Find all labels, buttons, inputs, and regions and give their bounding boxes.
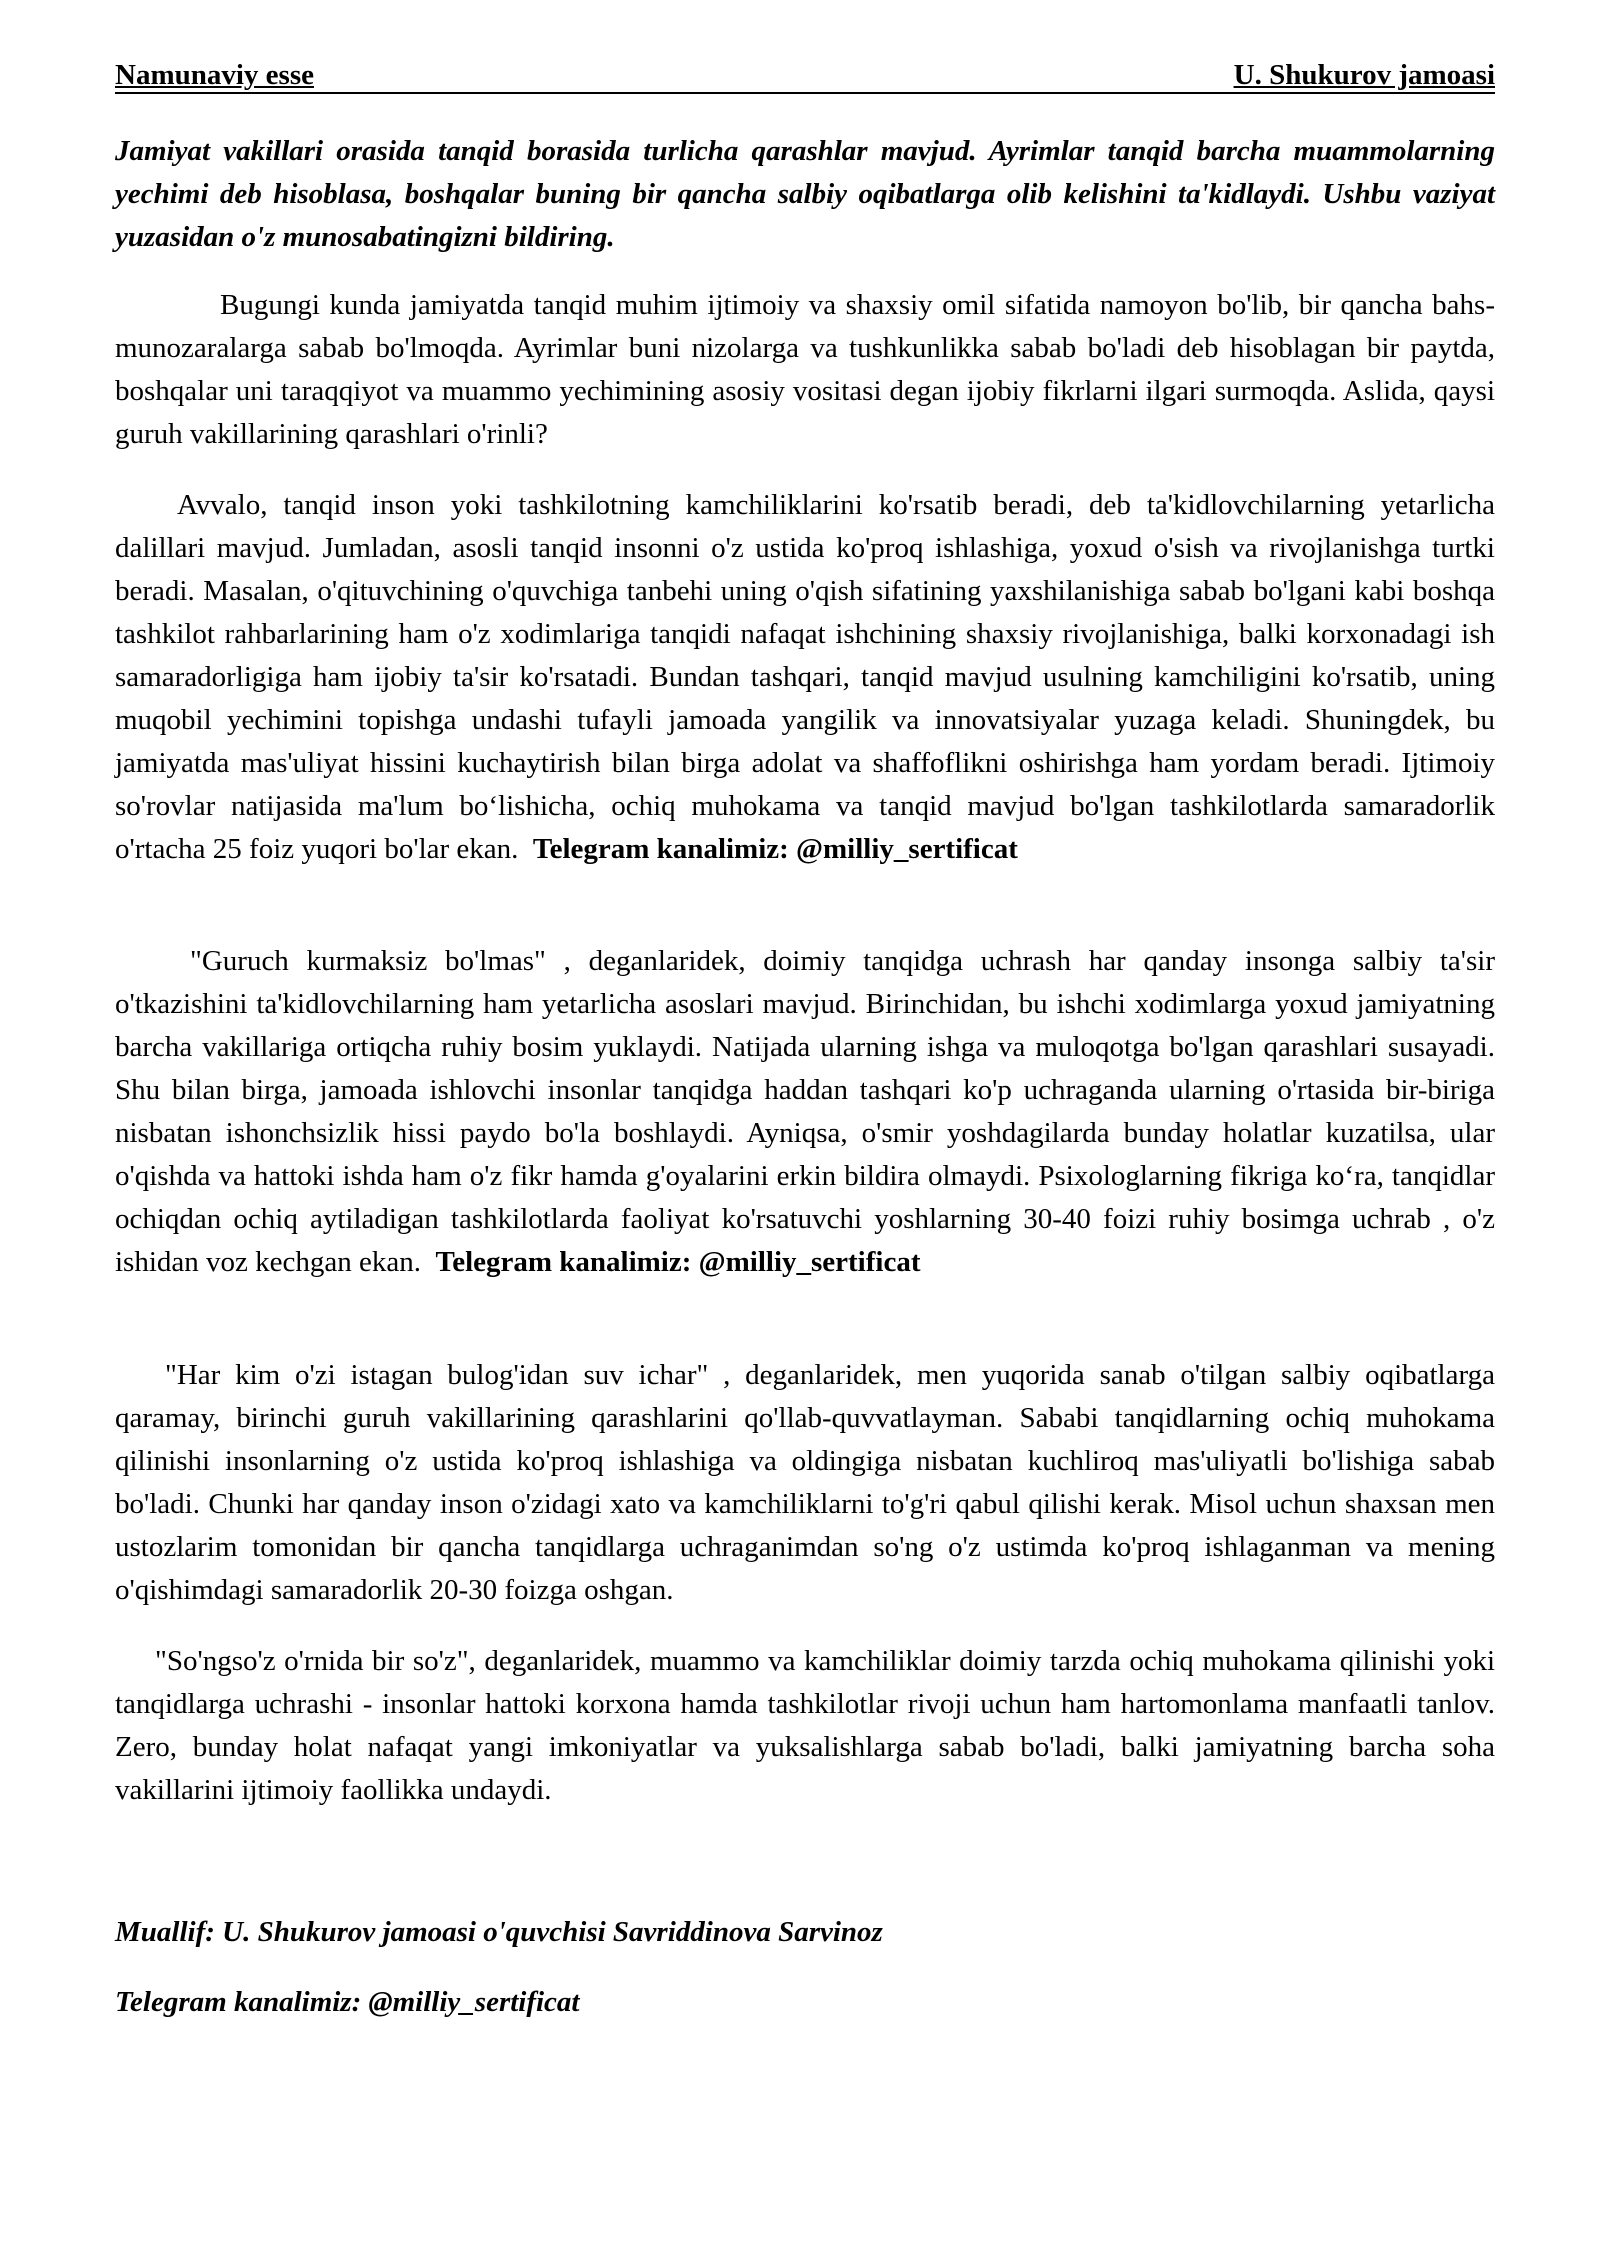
essay-paragraph-argument-for bbox=[115, 484, 1495, 871]
essay-paragraph-intro bbox=[115, 284, 1495, 456]
page-header bbox=[115, 58, 1495, 94]
author-line: Muallif: U. Shukurov jamoasi o'quvchisi Savriddinova Sarvinoz bbox=[115, 1916, 883, 1948]
essay-paragraph-opinion bbox=[115, 1354, 1495, 1612]
paragraph-text: "Har kim o'zi istagan bulog'idan suv ichar" , deganlaridek, men yuqorida sanab o'tilgan salbiy oqibatlarga qaramay, birinchi guruh vakillarining qarashlarini qo'llab-quvvatlayman. Sababi tanqidlarning ochiq muhokama qilinishi insonlarning o'z ustida ko'proq ishlashiga va oldingiga nisbatan kuchliroq mas'uliyatli bo'lishiga sabab bo'ladi. Chunki har qanday inson o'zidagi xato va kamchiliklarni to'g'ri qabul qilishi kerak. Misol uchun shaxsan men ustozlarim tomonidan bir qancha tanqidlarga uchraganimdan so'ng o'z ustimda ko'proq ishlaganman va mening o'qishimdagi samaradorlik 20-30 foizga oshgan. bbox=[115, 1359, 1495, 1606]
paragraph-text: "So'ngso'z o'rnida bir so'z", deganlaridek, muammo va kamchiliklar doimiy tarzda ochiq muhokama qilinishi yoki tanqidlarga uchrashi - insonlar hattoki korxona hamda tashkilotlar rivoji uchun ham hartomonlama manfaatli tanlov. Zero, bunday holat nafaqat yangi imkoniyatlar va yuksalishlarga sabab bo'ladi, balki jamiyatning barcha soha vakillarini ijtimoiy faollikka undaydi. bbox=[115, 1645, 1495, 1806]
essay-question: Jamiyat vakillari orasida tanqid borasida turlicha qarashlar mavjud. Ayrimlar tanqid barcha muammolarning yechimi deb hisoblasa, boshqalar buning bir qancha salbiy oqibatlarga olib kelishini ta'kidlaydi. Ushbu vaziyat yuzasidan o'z munosabatingizni bildiring. bbox=[115, 135, 1495, 253]
telegram-promo: Telegram kanalimiz: @milliy_sertificat bbox=[435, 1246, 921, 1278]
essay-paragraph-conclusion bbox=[115, 1640, 1495, 1812]
telegram-promo: Telegram kanalimiz: @milliy_sertificat bbox=[532, 833, 1018, 865]
paragraph-text: "Guruch kurmaksiz bo'lmas" , deganlaridek, doimiy tanqidga uchrash har qanday insonga salbiy ta'sir o'tkazishini ta'kidlovchilarning ham yetarlicha asoslari mavjud. Birinchidan, bu ishchi xodimlarga yoxud jamiyatning barcha vakillariga ortiqcha ruhiy bosim yuklaydi. Natijada ularning ishga va muloqotga bo'lgan qarashlari susayadi. Shu bilan birga, jamoada ishlovchi insonlar tanqidga haddan tashqari ko'p uchraganda ularning o'rtasida bir-biriga nisbatan ishonchsizlik hissi paydo bo'la boshlaydi. Ayniqsa, o'smir yoshdagilarda bunday holatlar kuzatilsa, ular o'qishda va hattoki ishda ham o'z fikr hamda g'oyalarini erkin bildira olmaydi. Psixologlarning fikriga ko‘ra, tanqidlar ochiqdan ochiq aytiladigan tashkilotlarda faoliyat ko'rsatuvchi yoshlarning 30-40 foizi ruhiy bosimga uchrab , o'z ishidan voz kechgan ekan. bbox=[115, 945, 1495, 1278]
essay-paragraph-argument-against bbox=[115, 940, 1495, 1284]
paragraph-text: Bugungi kunda jamiyatda tanqid muhim ijtimoiy va shaxsiy omil sifatida namoyon bo'lib, bir qancha bahs-munozaralarga sabab bo'lmoqda. Ayrimlar buni nizolarga va tushkunlikka sabab bo'ladi deb hisoblagan bir paytda, boshqalar uni taraqqiyot va muammo yechimining asosiy vositasi degan ijobiy fikrlarni ilgari surmoqda. Aslida, qaysi guruh vakillarining qarashlari o'rinli? bbox=[115, 289, 1495, 450]
paragraph-text: Avvalo, tanqid inson yoki tashkilotning kamchiliklarini ko'rsatib beradi, deb ta'kidlovchilarning yetarlicha dalillari mavjud. Jumladan, asosli tanqid insonni o'z ustida ko'proq ishlashiga, yoxud o'sish va rivojlanishga turtki beradi. Masalan, o'qituvchining o'quvchiga tanbehi uning o'qish sifatining yaxshilanishiga sabab bo'lgani kabi boshqa tashkilot rahbarlarining ham o'z xodimlariga tanqidi nafaqat ishchining shaxsiy rivojlanishiga, balki korxonadagi ish samaradorligiga ham ijobiy ta'sir ko'rsatadi. Bundan tashqari, tanqid mavjud usulning kamchiligini ko'rsatib, uning muqobil yechimini topishga undashi tufayli jamoada yangilik va innovatsiyalar yuzaga keladi. Shuningdek, bu jamiyatda mas'uliyat hissini kuchaytirish bilan birga adolat va shaffoflikni oshirishga ham yordam beradi. Ijtimoiy so'rovlar natijasida ma'lum bo‘lishicha, ochiq muhokama va tanqid mavjud bo'lgan tashkilotlarda samaradorlik o'rtacha 25 foiz yuqori bo'lar ekan. bbox=[115, 489, 1495, 865]
header-right-title: U. Shukurov jamoasi bbox=[1233, 59, 1495, 91]
telegram-footer: Telegram kanalimiz: @milliy_sertificat bbox=[115, 1986, 580, 2018]
header-left-title: Namunaviy esse bbox=[115, 59, 314, 91]
